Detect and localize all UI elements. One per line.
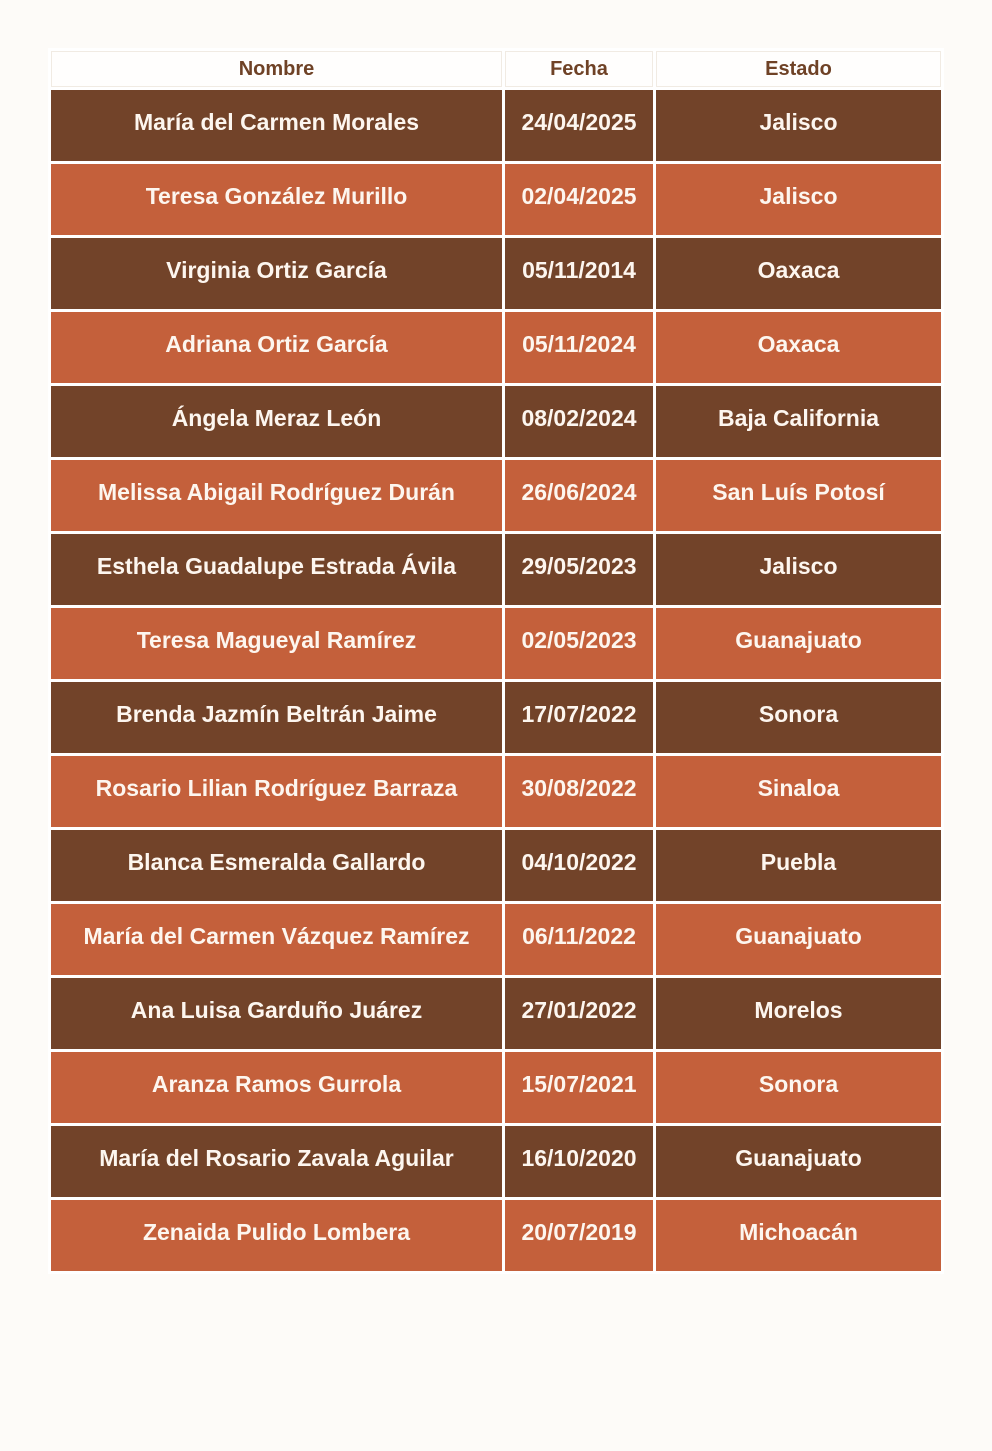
table-row xyxy=(51,460,941,531)
table-row xyxy=(51,904,941,975)
table-row xyxy=(51,1126,941,1197)
table-header xyxy=(51,51,941,87)
cell-nombre: Ana Luisa Garduño Juárez xyxy=(51,978,502,1049)
cell-estado: Guanajuato xyxy=(656,1126,941,1197)
cell-nombre: Teresa González Murillo xyxy=(51,164,502,235)
cell-estado: Jalisco xyxy=(656,164,941,235)
table-row xyxy=(51,238,941,309)
column-header-nombre: Nombre xyxy=(51,51,502,87)
cell-nombre: Brenda Jazmín Beltrán Jaime xyxy=(51,682,502,753)
column-header-estado: Estado xyxy=(656,51,941,87)
cell-estado: Michoacán xyxy=(656,1200,941,1271)
cell-fecha: 02/04/2025 xyxy=(505,164,653,235)
table-row xyxy=(51,608,941,679)
cell-fecha: 27/01/2022 xyxy=(505,978,653,1049)
table-body xyxy=(51,90,941,1271)
table-row xyxy=(51,90,941,161)
cell-nombre: María del Rosario Zavala Aguilar xyxy=(51,1126,502,1197)
table-row xyxy=(51,756,941,827)
table-row xyxy=(51,830,941,901)
cell-fecha: 16/10/2020 xyxy=(505,1126,653,1197)
cell-fecha: 15/07/2021 xyxy=(505,1052,653,1123)
header-row xyxy=(51,51,941,87)
table-row xyxy=(51,978,941,1049)
cell-nombre: Melissa Abigail Rodríguez Durán xyxy=(51,460,502,531)
cell-nombre: Aranza Ramos Gurrola xyxy=(51,1052,502,1123)
cell-estado: Sinaloa xyxy=(656,756,941,827)
table-row xyxy=(51,1200,941,1271)
cell-estado: Oaxaca xyxy=(656,312,941,383)
cell-nombre: Blanca Esmeralda Gallardo xyxy=(51,830,502,901)
cell-fecha: 05/11/2024 xyxy=(505,312,653,383)
cell-estado: Sonora xyxy=(656,682,941,753)
records-table xyxy=(48,48,944,1274)
cell-fecha: 06/11/2022 xyxy=(505,904,653,975)
cell-fecha: 17/07/2022 xyxy=(505,682,653,753)
table-row xyxy=(51,386,941,457)
table-row xyxy=(51,312,941,383)
cell-fecha: 04/10/2022 xyxy=(505,830,653,901)
cell-nombre: Zenaida Pulido Lombera xyxy=(51,1200,502,1271)
cell-nombre: Ángela Meraz León xyxy=(51,386,502,457)
column-header-fecha: Fecha xyxy=(505,51,653,87)
cell-fecha: 26/06/2024 xyxy=(505,460,653,531)
cell-fecha: 24/04/2025 xyxy=(505,90,653,161)
table-row xyxy=(51,164,941,235)
cell-nombre: Virginia Ortiz García xyxy=(51,238,502,309)
cell-fecha: 02/05/2023 xyxy=(505,608,653,679)
cell-nombre: Adriana Ortiz García xyxy=(51,312,502,383)
cell-fecha: 08/02/2024 xyxy=(505,386,653,457)
cell-nombre: María del Carmen Morales xyxy=(51,90,502,161)
cell-estado: Jalisco xyxy=(656,534,941,605)
cell-fecha: 20/07/2019 xyxy=(505,1200,653,1271)
cell-nombre: María del Carmen Vázquez Ramírez xyxy=(51,904,502,975)
cell-estado: Sonora xyxy=(656,1052,941,1123)
cell-estado: Jalisco xyxy=(656,90,941,161)
cell-estado: Guanajuato xyxy=(656,904,941,975)
cell-fecha: 30/08/2022 xyxy=(505,756,653,827)
cell-estado: Baja California xyxy=(656,386,941,457)
cell-fecha: 05/11/2014 xyxy=(505,238,653,309)
cell-estado: Guanajuato xyxy=(656,608,941,679)
table-row xyxy=(51,682,941,753)
table-row xyxy=(51,534,941,605)
cell-nombre: Rosario Lilian Rodríguez Barraza xyxy=(51,756,502,827)
cell-nombre: Teresa Magueyal Ramírez xyxy=(51,608,502,679)
table-row xyxy=(51,1052,941,1123)
cell-estado: Puebla xyxy=(656,830,941,901)
cell-estado: San Luís Potosí xyxy=(656,460,941,531)
cell-nombre: Esthela Guadalupe Estrada Ávila xyxy=(51,534,502,605)
cell-estado: Morelos xyxy=(656,978,941,1049)
cell-estado: Oaxaca xyxy=(656,238,941,309)
cell-fecha: 29/05/2023 xyxy=(505,534,653,605)
